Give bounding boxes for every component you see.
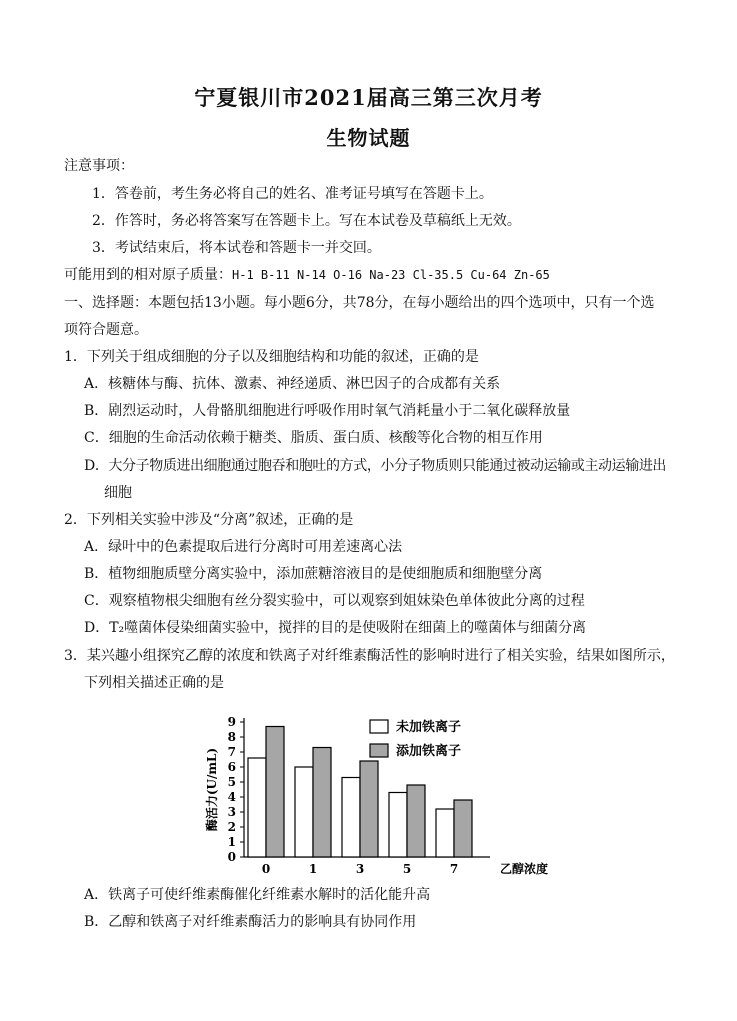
bar-no-iron bbox=[389, 793, 407, 858]
notice-item-3: 3．考试结束后，将本试卷和答题卡一并交回。 bbox=[92, 240, 381, 256]
page-subtitle: 生物试题 bbox=[326, 126, 411, 150]
x-tick-label: 0 bbox=[261, 862, 271, 876]
question-3-option-b: B．乙醇和铁离子对纤维素酶活力的影响具有协同作用 bbox=[84, 914, 417, 930]
question-2-option-b: B．植物细胞质壁分离实验中，添加蔗糖溶液目的是使细胞质和细胞壁分离 bbox=[84, 566, 543, 582]
y-tick-label: 0 bbox=[227, 850, 236, 864]
bar-with-iron bbox=[407, 785, 425, 857]
chart-legend bbox=[370, 719, 461, 759]
y-tick-label: 1 bbox=[227, 835, 236, 849]
bar-with-iron bbox=[266, 727, 284, 858]
notice-item-2: 2．作答时，务必将答案写在答题卡上。写在本试卷及草稿纸上无效。 bbox=[92, 213, 521, 229]
y-tick-label: 4 bbox=[227, 790, 236, 804]
atomic-masses bbox=[64, 266, 550, 284]
y-tick-label: 2 bbox=[227, 820, 236, 834]
question-1-option-d-continued: 细胞 bbox=[104, 485, 132, 501]
question-2-option-c: C．观察植物根尖细胞有丝分裂实验中，可以观察到姐妹染色单体彼此分离的过程 bbox=[84, 593, 585, 609]
question-1-option-c: C．细胞的生命活动依赖于糖类、脂质、蛋白质、核酸等化合物的相互作用 bbox=[84, 430, 543, 446]
bar-with-iron bbox=[454, 800, 472, 857]
x-axis-label: 乙醇浓度 bbox=[499, 862, 549, 876]
section-instructions-line2: 项符合题意。 bbox=[64, 322, 148, 338]
question-1-option-b: B．剧烈运动时，人骨骼肌细胞进行呼吸作用时氧气消耗量小于二氧化碳释放量 bbox=[84, 403, 571, 419]
y-tick-label: 3 bbox=[227, 805, 236, 819]
atomic-masses-label: 可能用到的相对原子质量： bbox=[64, 267, 232, 283]
y-tick-label: 8 bbox=[227, 730, 236, 744]
question-3-option-a: A．铁离子可使纤维素酶催化纤维素水解时的活化能升高 bbox=[84, 887, 431, 903]
x-tick-label: 5 bbox=[402, 862, 412, 876]
question-1-stem: 1．下列关于组成细胞的分子以及细胞结构和功能的叙述，正确的是 bbox=[64, 349, 479, 365]
x-tick-label: 7 bbox=[449, 862, 459, 876]
question-3-stem-continued: 下列相关描述正确的是 bbox=[84, 675, 224, 691]
y-tick-label: 6 bbox=[227, 760, 236, 774]
y-tick-label: 9 bbox=[227, 715, 236, 729]
legend-label: 未加铁离子 bbox=[396, 720, 462, 735]
y-tick-label: 7 bbox=[227, 745, 236, 759]
bar-no-iron bbox=[342, 778, 360, 858]
enzyme-activity-chart bbox=[200, 708, 549, 878]
bar-no-iron bbox=[295, 767, 313, 857]
legend-label: 添加铁离子 bbox=[396, 744, 462, 759]
legend-swatch bbox=[370, 744, 388, 757]
bar-no-iron bbox=[436, 809, 454, 857]
question-2-stem: 2．下列相关实验中涉及“分离”叙述，正确的是 bbox=[64, 512, 354, 528]
question-1-option-d: D．大分子物质进出细胞通过胞吞和胞吐的方式，小分子物质则只能通过被动运输或主动运输进出 bbox=[84, 458, 667, 474]
atomic-masses-values: H-1 B-11 N-14 O-16 Na-23 Cl-35.5 Cu-64 Zn-65 bbox=[232, 268, 550, 282]
x-tick-label: 1 bbox=[308, 862, 318, 876]
bar-no-iron bbox=[248, 758, 266, 857]
section-instructions-line1: 一、选择题：本题包括13小题。每小题6分，共78分，在每小题给出的四个选项中，只有一个选 bbox=[64, 295, 655, 311]
y-axis-label-group bbox=[204, 748, 219, 831]
question-3-stem: 3．某兴趣小组探究乙醇的浓度和铁离子对纤维素酶活性的影响时进行了相关实验，结果如图所示， bbox=[64, 648, 675, 664]
notice-heading: 注意事项： bbox=[64, 158, 134, 174]
bar-with-iron bbox=[313, 748, 331, 858]
y-axis-label: 酶活力(U/mL) bbox=[205, 747, 219, 832]
notice-item-1: 1．答卷前，考生务必将自己的姓名、准考证号填写在答题卡上。 bbox=[92, 186, 493, 202]
y-tick-label: 5 bbox=[227, 775, 236, 789]
legend-swatch bbox=[370, 720, 388, 733]
page-title: 宁夏银川市2021届高三第三次月考 bbox=[194, 85, 543, 110]
bar-with-iron bbox=[360, 761, 378, 857]
question-2-option-d: D．T₂噬菌体侵染细菌实验中，搅拌的目的是使吸附在细菌上的噬菌体与细菌分离 bbox=[84, 620, 587, 636]
question-2-option-a: A．绿叶中的色素提取后进行分离时可用差速离心法 bbox=[84, 539, 403, 555]
question-1-option-a: A．核糖体与酶、抗体、激素、神经递质、淋巴因子的合成都有关系 bbox=[84, 376, 501, 392]
x-tick-label: 3 bbox=[355, 862, 365, 876]
